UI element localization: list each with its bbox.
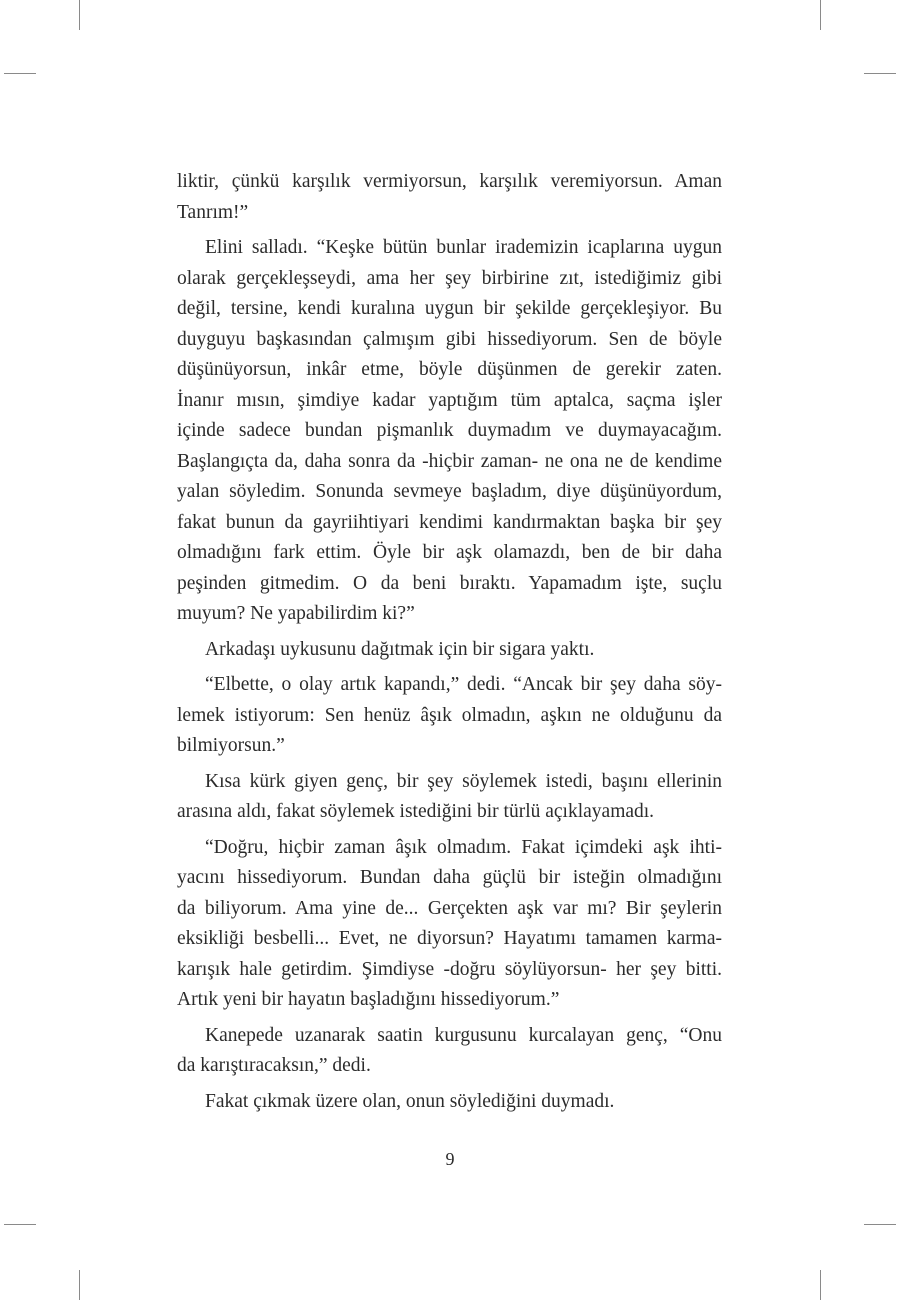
text-line: olarak gerçekleşseydi, ama her şey birbirine zıt, istediğimiz gibi bbox=[177, 267, 722, 289]
paragraph bbox=[177, 670, 722, 762]
text-line: bilmiyorsun.” bbox=[177, 735, 285, 756]
text-line: değil, tersine, kendi kuralına uygun bir şekilde gerçekleşiyor. Bu bbox=[177, 298, 722, 319]
text-line: Arkadaşı uykusunu dağıtmak için bir sigara yaktı. bbox=[205, 638, 595, 660]
text-line: karışık hale getirdim. Şimdiyse -doğru söylüyorsun- her şey bitti. bbox=[177, 958, 722, 980]
paragraph bbox=[177, 1087, 722, 1118]
text-line: liktir, çünkü karşılık vermiyorsun, karşılık veremiyorsun. Aman bbox=[177, 171, 722, 192]
text-line: duyguyu başkasından çalmışım gibi hissediyorum. Sen de böyle bbox=[177, 328, 722, 350]
text-line: İnanır mısın, şimdiye kadar yaptığım tüm aptalca, saçma işler bbox=[177, 389, 722, 411]
crop-mark-top-left bbox=[79, 0, 80, 30]
text-line: Artık yeni bir hayatın başladığını hissediyorum.” bbox=[177, 989, 560, 1010]
crop-mark-top-right bbox=[820, 0, 821, 30]
crop-mark-bottom-left bbox=[79, 1270, 80, 1300]
text-line: Elini salladı. “Keşke bütün bunlar irademizin icaplarına uygun bbox=[205, 237, 722, 258]
text-line: yalan söyledim. Sonunda sevmeye başladım, diye düşünüyordum, bbox=[177, 481, 722, 502]
text-line: muyum? Ne yapabilirdim ki?” bbox=[177, 603, 415, 624]
text-line: Kısa kürk giyen genç, bir şey söylemek istedi, başını ellerinin bbox=[205, 770, 722, 792]
text-line: düşünüyorsun, inkâr etme, böyle düşünmen de gerekir zaten. bbox=[177, 359, 722, 380]
text-line: eksikliği besbelli... Evet, ne diyorsun? Hayatımı tamamen karma- bbox=[177, 928, 722, 949]
crop-mark-right-top bbox=[864, 73, 896, 74]
text-line: Fakat çıkmak üzere olan, onun söylediğini duymadı. bbox=[205, 1090, 615, 1112]
text-line: lemek istiyorum: Sen henüz âşık olmadın, aşkın ne olduğunu da bbox=[177, 704, 722, 726]
text-line: Başlangıçta da, daha sonra da -hiçbir zaman- ne ona ne de kendime bbox=[177, 450, 722, 472]
text-line: “Doğru, hiçbir zaman âşık olmadım. Fakat içimdeki aşk ihti- bbox=[205, 836, 722, 858]
text-line: da biliyorum. Ama yine de... Gerçekten aşk var mı? Bir şeylerin bbox=[177, 897, 722, 919]
text-line: arasına aldı, fakat söylemek istediğini bir türlü açıklayamadı. bbox=[177, 801, 655, 822]
paragraph bbox=[177, 1021, 722, 1082]
text-line: içinde sadece bundan pişmanlık duymadım ve duymayacağım. bbox=[177, 420, 722, 441]
crop-mark-left-bottom bbox=[4, 1224, 36, 1225]
crop-mark-left-top bbox=[4, 73, 36, 74]
text-line: fakat bunun da gayriihtiyari kendimi kandırmaktan başka bir şey bbox=[177, 511, 722, 533]
paragraph bbox=[177, 635, 722, 666]
paragraph bbox=[177, 167, 722, 228]
crop-mark-bottom-right bbox=[820, 1270, 821, 1300]
text-line: olmadığını fark ettim. Öyle bir aşk olamazdı, ben de bir daha bbox=[177, 542, 722, 563]
page-number: 9 bbox=[445, 1149, 455, 1169]
body-text bbox=[177, 167, 722, 1117]
paragraph bbox=[177, 767, 722, 828]
paragraph bbox=[177, 833, 722, 1016]
text-line: Kanepede uzanarak saatin kurgusunu kurcalayan genç, “Onu bbox=[205, 1024, 722, 1046]
crop-mark-right-bottom bbox=[864, 1224, 896, 1225]
text-line: Tanrım!” bbox=[177, 201, 249, 223]
text-line: da karıştıracaksın,” dedi. bbox=[177, 1055, 371, 1076]
text-line: peşinden gitmedim. O da beni bıraktı. Yapamadım işte, suçlu bbox=[177, 572, 722, 594]
paragraph bbox=[177, 233, 722, 630]
text-line: “Elbette, o olay artık kapandı,” dedi. “Ancak bir şey daha söy- bbox=[205, 674, 722, 695]
text-line: yacını hissediyorum. Bundan daha güçlü bir isteğin olmadığını bbox=[177, 867, 722, 888]
